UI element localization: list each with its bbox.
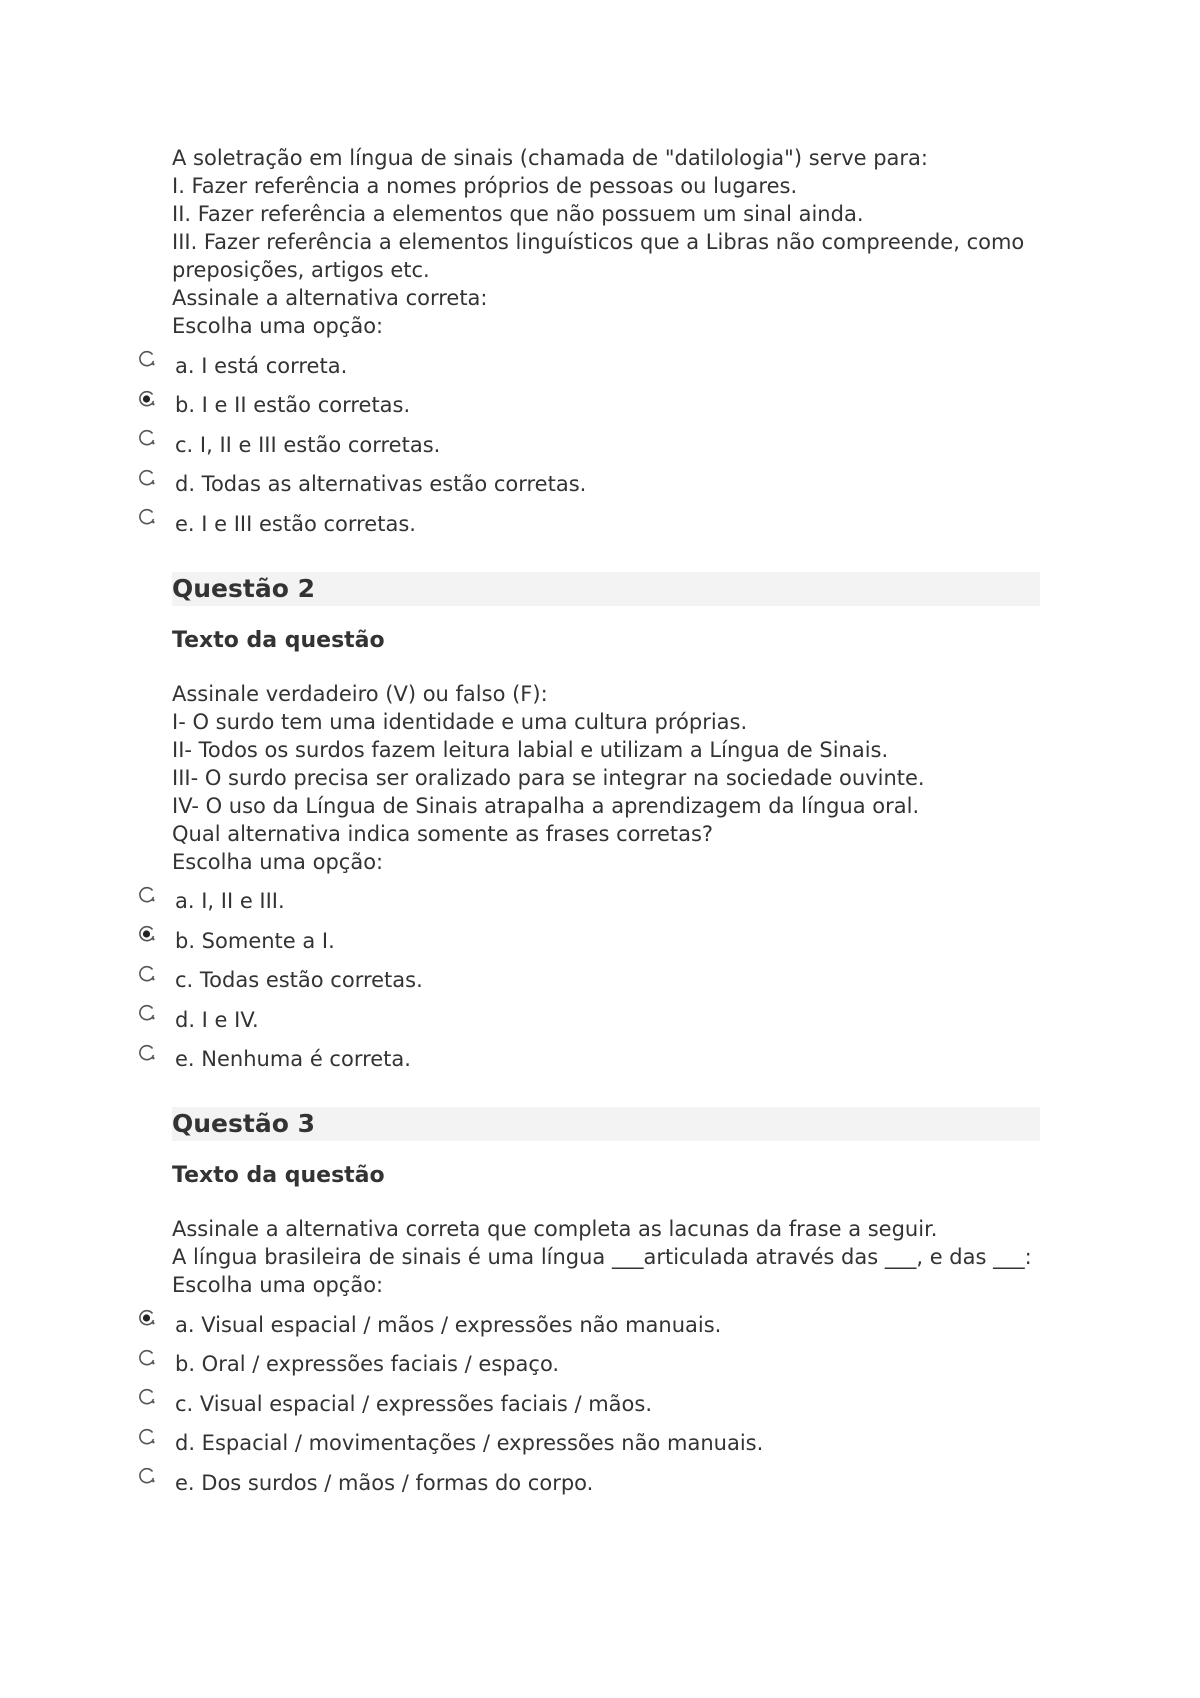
option-label: a. I está correta. [175, 353, 348, 378]
option-label: d. Todas as alternativas estão corretas. [175, 472, 587, 497]
question-3 [172, 1107, 1040, 1503]
radio-unselected-icon[interactable] [138, 469, 156, 487]
question-text-line: A soletração em língua de sinais (chamada de "datilologia") serve para: [172, 146, 928, 170]
option-c[interactable] [172, 425, 1040, 465]
radio-unselected-icon[interactable] [138, 1349, 156, 1367]
option-label: d. I e IV. [175, 1007, 259, 1032]
question-title: Questão 2 [172, 573, 315, 603]
question-header [172, 1107, 1040, 1141]
radio-unselected-icon[interactable] [138, 508, 156, 526]
radio-unselected-icon[interactable] [138, 350, 156, 368]
question-text-line: A língua brasileira de sinais é uma língua ___articulada através das ___, e das ___: [172, 1245, 1032, 1269]
question-2 [172, 572, 1040, 1080]
option-d[interactable] [172, 1000, 1040, 1040]
radio-unselected-icon[interactable] [138, 1004, 156, 1022]
options-list [172, 882, 1040, 1080]
question-3-stem [172, 1215, 1040, 1271]
option-label: c. Todas estão corretas. [175, 968, 423, 993]
radio-unselected-icon[interactable] [138, 1044, 156, 1062]
option-b[interactable] [172, 386, 1040, 426]
question-text-line: I. Fazer referência a nomes próprios de pessoas ou lugares. [172, 174, 798, 198]
question-2-stem [172, 680, 1040, 848]
radio-selected-icon[interactable] [138, 1309, 156, 1327]
question-text-line: III. Fazer referência a elementos linguísticos que a Libras não compreende, como preposições, artigos etc. [172, 230, 1025, 282]
choose-option-prompt: Escolha uma opção: [172, 1273, 384, 1297]
choose-option-prompt: Escolha uma opção: [172, 314, 384, 338]
quiz-content [172, 144, 1040, 1503]
option-label: b. I e II estão corretas. [175, 393, 411, 418]
option-a[interactable] [172, 1305, 1040, 1345]
option-b[interactable] [172, 1345, 1040, 1385]
question-text-line: Assinale verdadeiro (V) ou falso (F): [172, 681, 548, 706]
radio-unselected-icon[interactable] [138, 1467, 156, 1485]
question-subtitle: Texto da questão [172, 627, 385, 653]
option-d[interactable] [172, 1424, 1040, 1464]
option-e[interactable] [172, 504, 1040, 544]
question-subtitle: Texto da questão [172, 1163, 385, 1188]
question-text-line: Assinale a alternativa correta que completa as lacunas da frase a seguir. [172, 1217, 938, 1241]
radio-selected-icon[interactable] [138, 925, 156, 943]
radio-unselected-icon[interactable] [138, 1388, 156, 1406]
option-a[interactable] [172, 346, 1040, 386]
option-a[interactable] [172, 882, 1040, 922]
option-e[interactable] [172, 1040, 1040, 1080]
question-1-stem [172, 144, 1040, 312]
question-text-line: Assinale a alternativa correta: [172, 286, 488, 310]
question-text-line: I- O surdo tem uma identidade e uma cultura próprias. [172, 709, 748, 734]
question-text-line: IV- O uso da Língua de Sinais atrapalha a aprendizagem da língua oral. [172, 793, 920, 818]
option-label: e. Dos surdos / mãos / formas do corpo. [175, 1470, 594, 1495]
option-label: c. I, II e III estão corretas. [175, 432, 441, 457]
option-label: b. Somente a I. [175, 928, 335, 953]
option-label: a. I, II e III. [175, 889, 285, 914]
radio-unselected-icon[interactable] [138, 429, 156, 447]
question-text-line: Qual alternativa indica somente as frases corretas? [172, 821, 714, 846]
radio-unselected-icon[interactable] [138, 886, 156, 904]
option-e[interactable] [172, 1463, 1040, 1503]
options-list [172, 1305, 1040, 1503]
question-text-line: III- O surdo precisa ser oralizado para se integrar na sociedade ouvinte. [172, 765, 925, 790]
option-label: c. Visual espacial / expressões faciais / mãos. [175, 1391, 653, 1416]
option-label: e. Nenhuma é correta. [175, 1047, 411, 1072]
question-text-line: II- Todos os surdos fazem leitura labial e utilizam a Língua de Sinais. [172, 737, 889, 762]
choose-option-prompt: Escolha uma opção: [172, 849, 384, 874]
option-label: d. Espacial / movimentações / expressões não manuais. [175, 1431, 764, 1456]
radio-selected-icon[interactable] [138, 390, 156, 408]
option-label: e. I e III estão corretas. [175, 511, 416, 536]
question-text-line: II. Fazer referência a elementos que não possuem um sinal ainda. [172, 202, 864, 226]
option-label: b. Oral / expressões faciais / espaço. [175, 1352, 560, 1377]
radio-unselected-icon[interactable] [138, 965, 156, 983]
options-list [172, 346, 1040, 544]
radio-unselected-icon[interactable] [138, 1428, 156, 1446]
question-header [172, 572, 1040, 606]
question-1 [172, 144, 1040, 544]
question-title: Questão 3 [172, 1109, 315, 1138]
option-b[interactable] [172, 921, 1040, 961]
option-d[interactable] [172, 465, 1040, 505]
option-c[interactable] [172, 961, 1040, 1001]
option-label: a. Visual espacial / mãos / expressões não manuais. [175, 1312, 722, 1337]
option-c[interactable] [172, 1384, 1040, 1424]
